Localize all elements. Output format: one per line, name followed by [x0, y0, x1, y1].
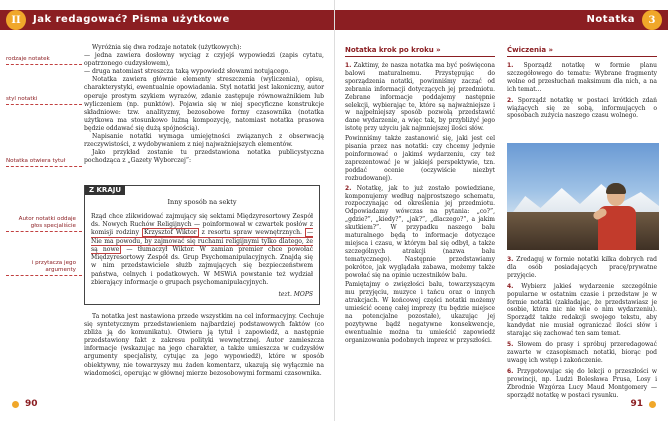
- paragraph: Napisanie notatki wymaga umiejętności związanych z obserwacją rzeczywistości, z wydobywaniem z niej najważniejszych elementów.: [84, 133, 324, 149]
- exercises-bottom: [507, 256, 657, 402]
- exercise-text: Słowem do prasy i spróbuj przeredagować zawarte w czasopismach notatki, biorąc pod uwagę ich wstęp i zakończenie.: [507, 341, 657, 364]
- exercise-item: [507, 97, 657, 121]
- margin-note: i przytacza jego argumenty: [6, 260, 76, 274]
- highlight-name: Krzysztof Wiktor: [144, 229, 197, 237]
- step-paragraph: [345, 62, 495, 133]
- example-text: — tłumaczył Wiktor. W zamian premier chce powołać Międzyresortowy Zespół ds. Grup Psychomanipulacyjnych. Znajdą się w nim przedstawiciele służb zajmujących się bezpieczeństwem państwa, celnych i podatkowych. W MSWiA powstanie też wydział zbierający informacje o grupach psychomanipulacyjnych.: [91, 245, 313, 286]
- exercise-text: Sporządź notatkę w postaci krótkich zdań wiążących się ze sobą, informujących o sposobach zużycia naszego czasu wolnego.: [507, 96, 657, 120]
- page-number-text: 90: [25, 399, 38, 409]
- example-box-title: Inny sposób na sekty: [167, 198, 237, 206]
- page-dot-icon: [12, 401, 19, 408]
- page-number-text: 91: [630, 399, 643, 409]
- margin-note: styl notatki: [6, 96, 76, 103]
- example-box-label: Z KRAJU: [85, 185, 125, 195]
- right-header-bar: [335, 10, 668, 30]
- chapter-title: Jak redagować? Pisma użytkowe: [33, 14, 230, 25]
- exercise-text: Przygotowując się do lekcji o przeszłości w prowincji, np. Ludzi Bolesława Prusa, Losy i Zbrodnie Wzgórza Lucy Maud Montgomery — sporządź notatkę w postaci rysunku.: [507, 367, 657, 399]
- exercises-top: [507, 62, 657, 123]
- section-badge: 3: [642, 10, 662, 30]
- example-box-body: [91, 213, 313, 287]
- step-number: 1.: [345, 62, 352, 69]
- margin-note: rodzaje notatek: [6, 56, 76, 63]
- paragraph: Notatka zawiera głównie elementy streszczenia (wyliczenia), opisu, charakterystyki, ewentualnie opowiadania. Styl notatki jest lakoniczny, autor operuje prostym szykiem wyrazów, zdanie zastępuje równoważnikiem lub wyliczeniem (np. punktów). Pojawia się w niej specyficzne konstrukcje składniowe: tzw. analityzmy, bezosobowe formy czasownika (notatka użytkowa ma stosunkowo luźną kompozycję, natomiast notatka prasowa będzie oddawać się dużą spójnością).: [84, 76, 324, 132]
- step-text: Pamiętajmy o zwięzłości balu, towarzyszącym mu przyjęciu, muzyce i tańcu oraz o innych atrakcjach. W końcowej części notatki możemy umieścić ocenę całej imprezy (tu będzie miejsce na potencjalne pozostałe), ukazując jej pozytywne bądź negatywne konsekwencje, ewentualnie można tu umieścić zapowiedź organizowania podobnych imprez w przyszłości.: [345, 281, 495, 344]
- section-title: Notatka: [586, 14, 635, 25]
- step-number: 2.: [345, 184, 352, 192]
- main-text: [84, 44, 324, 165]
- page-number-left: [12, 399, 38, 409]
- exercise-item: [507, 368, 657, 400]
- analysis-text: Ta notatka jest nastawiona przede wszystkim na cel informacyjny. Cechuje się syntetycznym przedstawieniem najbardziej podstawowych faktów (co zbliża ją do komunikatu). Otwiera ją tytuł i zapowiedź, a następnie przedstawiony fakt z zakresu polityki wewnętrznej. Autor zamieszcza informacje (wskazując na jego charakter, a także umieszcza w cudzysłów argumenty specjalisty, cytując za jego wypowiedź), które w sposób obiektywny, nie towarzyszy mu żaden komentarz, ukazują się wyłącznie na wiadomości, operując w głównej mierze bezosobowymi formami czasownika.: [84, 313, 324, 377]
- exercise-item: [507, 341, 657, 365]
- person-hair: [606, 183, 626, 194]
- exercise-number: 5.: [507, 341, 514, 349]
- paragraph: — druga natomiast streszcza taką wypowiedź słowami notującego.: [84, 68, 291, 76]
- steps-heading: Notatka krok po kroku »: [345, 46, 495, 57]
- exercise-number: 2.: [507, 96, 514, 104]
- exercise-text: Wybierz jakieś wydarzenie szczególnie popularne w ostatnim czasie i przedstaw je w formie notatki (zakładając, że przedstawiasz je osobie, która nic nie wie o nim wydarzeniu). Sporządź także redakcji swojego tekstu, aby kandydat nie musiał ograniczać ilości słów i starając się zachować ten sam temat.: [507, 282, 657, 338]
- exercises-heading: Ćwiczenia »: [507, 46, 657, 57]
- paragraph: — jedna zawiera dosłowny wyciąg z czyjejś wypowiedzi (zapis cytatu, opatrzonego cudzysłowem),: [84, 52, 324, 68]
- exercise-number: 3.: [507, 256, 514, 263]
- step-text: Notatkę, jak to już zostało powiedziane, komponujemy według najprostszego schematu, rozpoczynając od określenia jej przedmiotu. Odpowiadamy wówczas na pytania: „co?”, „gdzie?”, „kiedy?”, „jak?”, „dlaczego?”, a jakim skutkiem?”. W przypadku naszego balu maturalnego będą to informacje dotyczące miejsca i czasu, w którym bal się odbył, a także szczególnych atrakcji (nazwa balu tematycznego). Następnie przedstawiamy pokrótce, jak wyglądała zabawa, możemy także powołać się na opinie uczestników balu.: [345, 184, 495, 279]
- exercise-item: [507, 283, 657, 338]
- paragraph: Jako przykład zostanie tu przedstawiona notatka publicystyczna pochodząca z „Gazety Wyborczej”:: [84, 149, 324, 165]
- mountain-photo: [507, 143, 659, 250]
- photo-person: [593, 180, 641, 250]
- step-paragraph: [345, 135, 495, 182]
- step-text: Powinniśmy także zastanowić się, jaki jest cel pisania przez nas notatki: czy chcemy jedynie poinformować o jakimś wydarzeniu, czy też zaprezentować je w jakiejś perspektywie, tzn. poddać ocenie (oczywiście niezbyt rozbudowanej).: [345, 135, 495, 182]
- margin-note: Autor notatki oddaje głos specjaliście: [6, 216, 76, 230]
- example-text: z resortu spraw wewnętrznych.: [201, 229, 302, 237]
- example-text: Rząd chce zlikwidować zajmujący się sektami Międzyresortowy Zespół ds. Nowych Ruchów Religijnych — poinformował w czwartek posłów z komisji rodziny: [91, 213, 313, 237]
- exercise-item: [507, 256, 657, 280]
- step-paragraph: [345, 185, 495, 280]
- page-dot-icon: [649, 401, 656, 408]
- step-text: Zaktimy, że nasza notatka ma być poświęcona balowi maturalnemu. Przystępując do sporządzenia notatki, powinniśmy zacząć od zebrania informacji dotyczących jej przedmiotu. Zebrane informacje poddajemy następnie selekcji, wybierając te, które są najważniejsze i w najpełniejszy sposób pozwolą przedstawić dane wydarzenie, a więc tak, by przybliżyć jego istotę przy użyciu jak najmniejszej ilości słów.: [345, 62, 495, 133]
- exercise-text: Zredaguj w formie notatki kilka dobrych rad dla osób posiadających pracę/prywatne przyjęcie.: [507, 256, 657, 279]
- left-header-bar: [0, 10, 334, 30]
- exercise-number: 6.: [507, 367, 514, 375]
- highlight-quote: — Nie ma powodu, by zajmować się ruchami religijnymi tylko dlatego, że są nowe: [91, 229, 314, 253]
- chapter-badge: II: [6, 10, 26, 30]
- exercise-number: 1.: [507, 62, 514, 69]
- exercise-item: [507, 62, 657, 94]
- steps-column: [345, 62, 495, 347]
- right-page: [334, 0, 668, 421]
- margin-note: Notatka otwiera tytuł: [6, 158, 76, 165]
- step-paragraph: [345, 281, 495, 344]
- page-number-right: [630, 399, 656, 409]
- paragraph: Wyróżnia się dwa rodzaje notatek (użytkowych):: [92, 44, 242, 51]
- exercise-text: Sporządź notatkę w formie planu szczegółowego do tematu: Wybrane fragmenty wolne od przesłuchań maksimum dla nich, a na ich temat...: [507, 62, 657, 93]
- example-box-signature: tezt. MOPS: [278, 291, 313, 298]
- example-box: [84, 185, 320, 305]
- exercise-number: 4.: [507, 282, 514, 290]
